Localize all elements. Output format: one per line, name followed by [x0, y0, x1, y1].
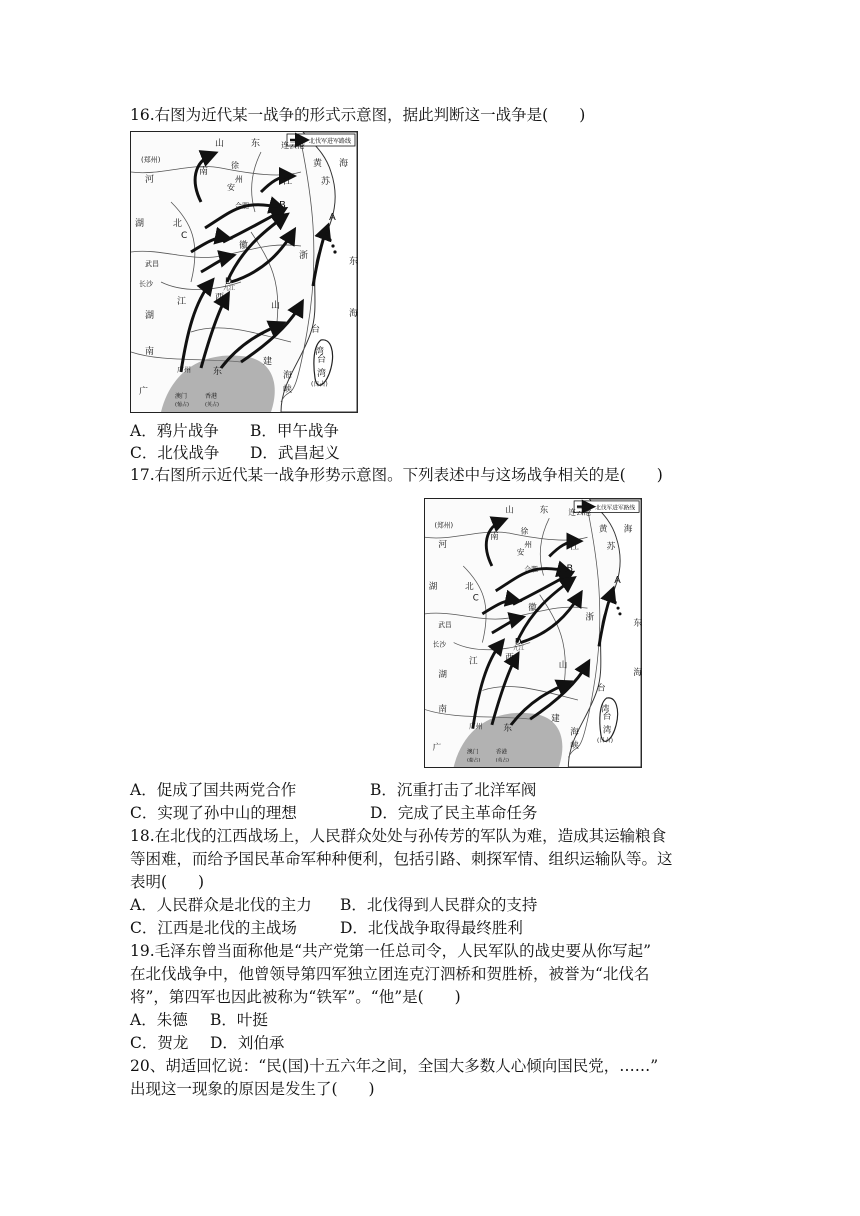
map1-place-label: 广 — [432, 742, 442, 753]
map1-place-label: 浙 — [585, 612, 595, 623]
map0-place-label: 海 — [339, 159, 349, 169]
map1-place-label: 海 — [570, 727, 579, 738]
map1-place-label: 江 — [468, 656, 478, 667]
map0-legend-label: 北伐军进军路线 — [309, 138, 352, 145]
map0-place-label: 山 — [215, 139, 225, 149]
map1-island-dot — [618, 612, 621, 615]
map0-advance-arrow — [191, 238, 227, 252]
map1-place-label: 南 — [489, 532, 499, 543]
map0-place-label: (英占) — [205, 402, 219, 408]
map1-place-label: 徽 — [528, 603, 537, 614]
q18-option-a[interactable]: A．人民群众是北伐的主力 — [130, 896, 312, 914]
map0-place-label: 湖 — [135, 219, 145, 229]
map0-place-label: 海 — [283, 371, 293, 381]
map1-advance-arrow — [473, 643, 502, 729]
map1-place-label: 河 — [438, 539, 447, 550]
map0-island-dot — [325, 232, 328, 235]
map0-province-border — [131, 166, 301, 174]
map0-place-label: 河 — [145, 175, 155, 185]
map1-place-label: 广州 — [468, 722, 483, 731]
map0-province-border — [171, 202, 195, 282]
map1-place-label: 台 — [602, 712, 612, 723]
map0-advance-arrow — [181, 282, 211, 372]
map1-place-label: B — [566, 563, 574, 575]
map1-place-label: A — [614, 575, 621, 587]
q17-stem: 17.右图所示近代某一战争形势示意图。下列表述中与这场战争相关的是( ) — [130, 466, 663, 484]
map0-place-label: 东 — [213, 367, 223, 377]
map1-place-label: 安 — [516, 547, 525, 557]
map0-place-label: (日占) — [311, 381, 328, 388]
map1-legend-label: 北伐军进军路线 — [595, 505, 636, 512]
map1-place-label: 苏 — [606, 541, 616, 552]
q18-option-d[interactable]: D．北伐战争取得最终胜利 — [340, 919, 523, 937]
map0-island-dot — [328, 238, 331, 241]
map1-place-label: 合肥 — [524, 565, 538, 574]
map1-province-border — [425, 532, 587, 543]
q19-option-b[interactable]: B．叶挺 — [210, 1011, 268, 1029]
map0-place-label: 台 — [311, 325, 321, 335]
map0-place-label: 广州 — [177, 366, 191, 374]
map0-place-label: 九江 — [223, 285, 236, 292]
q18-line-3: 表明( ) — [130, 873, 205, 891]
map0-place-label: 江 — [283, 177, 293, 187]
q20-line-2: 出现这一现象的原因是发生了( ) — [130, 1080, 375, 1098]
map0-place-label: A — [329, 212, 336, 223]
map1-place-label: (日占) — [597, 738, 613, 745]
q17-option-c[interactable]: C．实现了孙中山的理想 — [130, 804, 297, 822]
q19-option-d[interactable]: D．刘伯承 — [210, 1034, 285, 1052]
map0-island-dot — [333, 250, 336, 253]
map1-place-label: 北 — [465, 581, 474, 592]
map1-place-label: 峡 — [570, 740, 579, 751]
q18-option-c[interactable]: C．江西是北伐的主战场 — [130, 919, 297, 937]
map1-place-label: C — [472, 593, 479, 604]
map1-place-label: 江 — [570, 541, 579, 552]
map0-place-label: D — [225, 277, 232, 287]
map0-place-label: 峡 — [283, 385, 293, 395]
map0-place-label: 徐 — [231, 161, 239, 170]
map0-place-label: 湾 — [315, 347, 325, 357]
map-q17 — [424, 498, 642, 768]
map0-place-label: 香港 — [205, 393, 218, 400]
map1-place-label: 武昌 — [438, 621, 452, 630]
map0-place-label: 江 — [177, 297, 187, 307]
map0-place-label: 湾 — [317, 369, 327, 379]
map0-province-border — [252, 152, 261, 212]
map0-place-label: 北 — [173, 219, 183, 229]
map0-place-label: 州 — [235, 175, 243, 184]
q16-option-c[interactable]: C．北伐战争 — [130, 444, 220, 462]
map1-place-label: 湖 — [438, 670, 447, 681]
map0-place-label: 湖 — [145, 311, 155, 321]
map1-place-label: D — [514, 637, 522, 648]
map1-place-label: 南 — [438, 704, 447, 715]
map1-island-dot — [617, 607, 620, 610]
map1-place-label: 东 — [633, 618, 642, 629]
map0-place-label: 东 — [349, 257, 359, 267]
q19-line-3: 将”，第四军也因此被称为“铁军”。“他”是( ) — [130, 988, 461, 1006]
map0-place-label: 安 — [227, 183, 235, 192]
map1-place-label: 州 — [524, 539, 533, 549]
q16-option-b[interactable]: B．甲午战争 — [250, 422, 339, 440]
q20-line-1: 20、胡适回忆说：“民(国)十五六年之间，全国大多数人心倾向国民党，……” — [130, 1057, 659, 1075]
q19-option-c[interactable]: C．贺龙 — [130, 1034, 189, 1052]
map0-advance-arrow — [195, 154, 213, 202]
map0-place-label: B — [279, 200, 286, 211]
map0-advance-arrow — [241, 304, 301, 362]
map1-place-label: 西 — [505, 652, 514, 663]
q16-stem: 16.右图为近代某一战争的形式示意图，据此判断这一战争是( ) — [130, 106, 586, 124]
map0-place-label: (葡占) — [175, 402, 189, 408]
map1-place-label: (葡占) — [467, 758, 481, 764]
map1-place-label: 山 — [505, 505, 514, 516]
map1-advance-arrow — [530, 664, 587, 720]
q18-line-2: 等困难，而给予国民革命军种种便利，包括引路、刺探军情、组织运输队等。这 — [130, 850, 673, 868]
q19-line-2: 在北伐战争中，他曾领导第四军独立团连克汀泗桥和贺胜桥，被誉为“北伐名 — [130, 965, 650, 983]
map1-place-label: 九江 — [512, 646, 525, 653]
q17-option-b[interactable]: B．沉重打击了北洋军阀 — [370, 781, 537, 799]
map1-advance-arrow — [482, 600, 516, 614]
map1-advance-arrow — [486, 520, 503, 566]
map0-place-label: 浙 — [299, 251, 309, 261]
map1-place-label: 徐 — [520, 526, 529, 536]
map0-place-label: 武昌 — [145, 260, 159, 268]
q19-line-1: 19.毛泽东曾当面称他是“共产党第一任总司令，人民军队的战史要从你写起” — [130, 942, 652, 960]
map0-place-label: 黄 — [313, 159, 323, 169]
map1-place-label: 建 — [551, 714, 560, 725]
map0-place-label: 澳门 — [175, 393, 188, 400]
map0-place-label: 山 — [271, 301, 281, 311]
map0-island-dot — [331, 244, 334, 247]
map1-place-label: (郑州) — [434, 521, 454, 530]
q17-option-a[interactable]: A．促成了国共两党合作 — [130, 781, 297, 799]
map1-province-border — [463, 566, 486, 643]
map1-place-label: 台 — [597, 683, 606, 694]
map1-place-label: 东 — [503, 723, 512, 734]
map0-place-label: 东 — [251, 139, 261, 149]
map1-island-dot — [614, 601, 617, 604]
map1-place-label: 连云港 — [568, 507, 592, 517]
map1-place-label: 湖 — [428, 581, 438, 592]
map1-place-label: 澳门 — [467, 749, 479, 756]
q16-option-a[interactable]: A．鸦片战争 — [130, 422, 219, 440]
q17-option-d[interactable]: D．完成了民主革命任务 — [370, 804, 538, 822]
q19-option-a[interactable]: A．朱德 — [130, 1011, 188, 1029]
q18-option-b[interactable]: B．北伐得到人民群众的支持 — [340, 896, 538, 914]
map0-advance-arrow — [201, 256, 231, 272]
map0-place-label: 建 — [263, 357, 273, 367]
map0-place-label: 台 — [317, 355, 327, 365]
map0-place-label: C — [181, 231, 188, 241]
map0-place-label: 南 — [199, 167, 209, 177]
map0-place-label: 苏 — [321, 177, 331, 187]
map1-place-label: 香港 — [495, 749, 508, 756]
map0-place-label: (郑州) — [141, 156, 161, 164]
map1-place-label: 湾 — [600, 704, 610, 715]
map0-place-label: 广 — [139, 387, 149, 397]
map1-place-label: 山 — [558, 660, 568, 671]
map0-place-label: 合肥 — [235, 202, 249, 210]
map0-place-label: 南 — [145, 347, 155, 357]
map1-place-label: (英占) — [495, 758, 509, 764]
map1-island-dot — [611, 595, 614, 598]
map0-place-label: 长沙 — [139, 280, 153, 288]
map0-place-label: 徽 — [239, 241, 249, 251]
map1-place-label: 海 — [623, 524, 633, 535]
q16-option-d[interactable]: D．武昌起义 — [250, 444, 340, 462]
map0-place-label: 西 — [215, 293, 225, 303]
map-q16 — [130, 131, 358, 413]
map1-advance-arrow — [492, 618, 521, 633]
map1-province-border — [540, 518, 549, 575]
map1-place-label: 海 — [633, 668, 642, 679]
map0-place-label: 连云港 — [281, 141, 305, 150]
q18-line-1: 18.在北伐的江西战场上，人民群众处处与孙传芳的军队为难，造成其运输粮食 — [130, 827, 667, 845]
map1-place-label: 黄 — [598, 524, 608, 535]
map1-place-label: 长沙 — [432, 640, 447, 649]
map1-place-label: 东 — [539, 505, 549, 516]
map0-place-label: 海 — [349, 309, 359, 319]
map1-place-label: 湾 — [602, 725, 612, 736]
